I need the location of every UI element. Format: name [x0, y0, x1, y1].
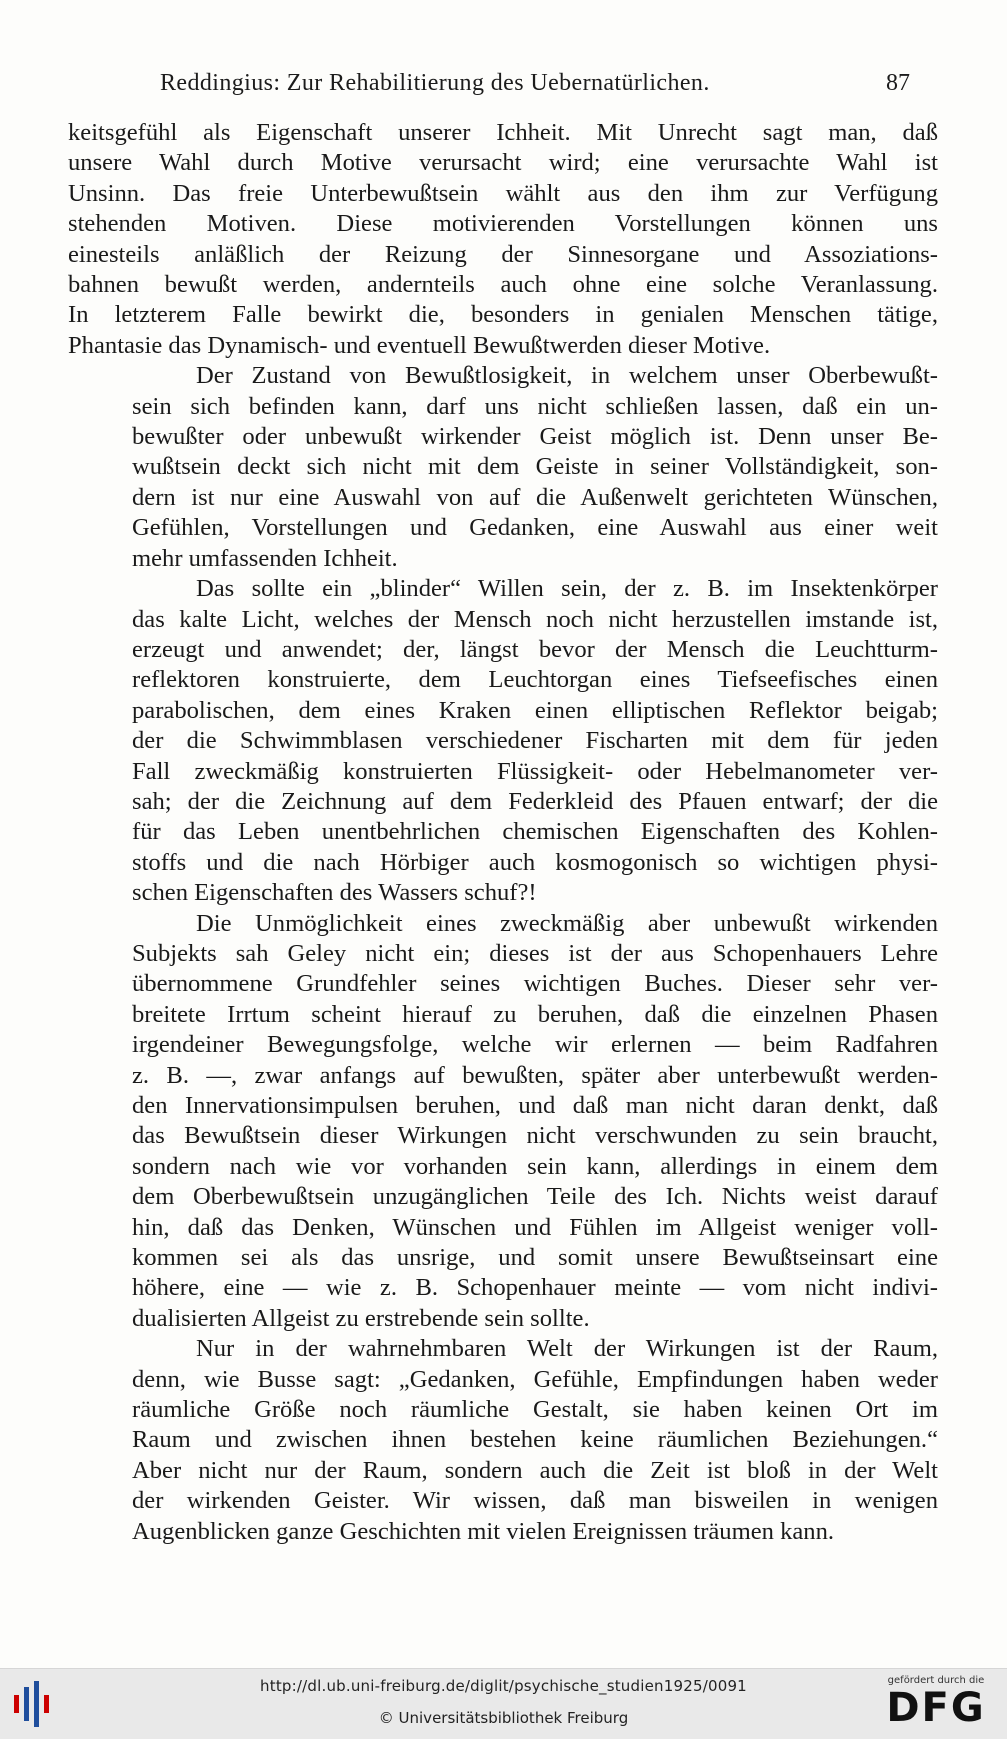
text-line: parabolischen, dem eines Kraken einen elliptischen Reflektor beigab;	[132, 696, 938, 724]
dfg-tagline: gefördert durch die	[887, 1675, 985, 1686]
text-line: sein sich befinden kann, darf uns nicht schließen lassen, daß ein un-	[132, 392, 938, 420]
running-header	[160, 70, 910, 106]
copyright-notice: © Universitätsbibliothek Freiburg	[378, 1709, 629, 1727]
text-line: höhere, eine — wie z. B. Schopenhauer meinte — vom nicht indivi-	[132, 1274, 938, 1302]
text-line: hin, daß das Denken, Wünschen und Fühlen im Allgeist weniger voll-	[132, 1213, 938, 1241]
text-line: Phantasie das Dynamisch- und eventuell Bewußtwerden dieser Motive.	[68, 331, 771, 359]
text-line: unsere Wahl durch Motive verursacht wird; eine verursachte Wahl ist	[68, 149, 938, 177]
text-line: der wirkenden Geister. Wir wissen, daß man bisweilen in wenigen	[132, 1487, 938, 1515]
dfg-logo	[877, 1675, 995, 1735]
text-line: Das sollte ein „blinder“ Willen sein, der z. B. im Insektenkörper	[196, 575, 938, 603]
text-line: keitsgefühl als Eigenschaft unserer Ichheit. Mit Unrecht sagt man, daß	[68, 119, 938, 146]
text-line: kommen sei als das unsrige, und somit unsere Bewußtseinsart eine	[132, 1244, 938, 1272]
text-line: wußtsein deckt sich nicht mit dem Geiste in seiner Vollständigkeit, son-	[132, 453, 938, 481]
text-line: den Innervationsimpulsen beruhen, und daß man nicht daran denkt, daß	[132, 1092, 938, 1119]
text-line: dern ist nur eine Auswahl von auf die Außenwelt gerichteten Wünschen,	[132, 483, 938, 511]
text-line: Subjekts sah Geley nicht ein; dieses ist der aus Schopenhauers Lehre	[132, 939, 938, 967]
text-line: übernommene Grundfehler seines wichtigen Buches. Dieser sehr ver-	[132, 970, 938, 998]
text-line: Fall zweckmäßig konstruierten Flüssigkeit- oder Hebelmanometer ver-	[132, 757, 938, 785]
text-line: schen Eigenschaften des Wassers schuf?!	[132, 879, 537, 907]
paragraph	[68, 1334, 938, 1547]
running-header-title: Reddingius: Zur Rehabilitierung des Uebernatürlichen.	[160, 70, 710, 96]
text-line: stoffs und die nach Hörbiger auch kosmogonisch so wichtigen physi-	[132, 848, 938, 876]
text-line: breitete Irrtum scheint hierauf zu beruhen, daß die einzelnen Phasen	[132, 1000, 938, 1028]
paragraph	[68, 118, 938, 361]
text-line: bewußter oder unbewußt wirkender Geist möglich ist. Denn unser Be-	[132, 423, 938, 451]
text-line: Gefühlen, Vorstellungen und Gedanken, eine Auswahl aus einer weit	[132, 514, 938, 542]
text-line: bahnen bewußt werden, andernteils auch ohne eine solche Veranlassung.	[68, 271, 938, 299]
text-line: räumliche Größe noch räumliche Gestalt, sie haben keinen Ort im	[132, 1396, 938, 1424]
paragraph	[68, 909, 938, 1335]
page-number: 87	[886, 70, 910, 96]
text-line: das kalte Licht, welches der Mensch noch nicht herzustellen imstande ist,	[132, 605, 938, 633]
text-line: der die Schwimmblasen verschiedener Fischarten mit dem für jeden	[132, 727, 938, 755]
text-line: einesteils anläßlich der Reizung der Sinnesorgane und Assoziations-	[68, 240, 938, 268]
text-line: Nur in der wahrnehmbaren Welt der Wirkungen ist der Raum,	[196, 1335, 938, 1363]
text-line: mehr umfassenden Ichheit.	[132, 544, 398, 572]
text-line: Die Unmöglichkeit eines zweckmäßig aber unbewußt wirkenden	[196, 909, 938, 937]
text-line: erzeugt und anwendet; der, längst bevor der Mensch die Leuchtturm-	[132, 635, 938, 663]
text-line: für das Leben unentbehrlichen chemischen Eigenschaften des Kohlen-	[132, 818, 938, 846]
text-line: das Bewußtsein dieser Wirkungen nicht verschwunden zu sein braucht,	[132, 1122, 938, 1150]
text-line: sondern nach wie vor vorhanden sein kann, allerdings in einem dem	[132, 1152, 938, 1180]
paragraph	[68, 361, 938, 574]
text-line: Der Zustand von Bewußtlosigkeit, in welchem unser Oberbewußt-	[196, 362, 938, 390]
text-line: dem Oberbewußtsein unzugänglichen Teile des Ich. Nichts weist darauf	[132, 1183, 938, 1211]
dfg-mark: DFG	[886, 1685, 986, 1731]
text-line: Augenblicken ganze Geschichten mit vielen Ereignissen träumen kann.	[132, 1517, 835, 1545]
text-line: denn, wie Busse sagt: „Gedanken, Gefühle, Empfindungen haben weder	[132, 1365, 938, 1393]
paragraph	[68, 574, 938, 908]
viewer-footer	[0, 1668, 1007, 1739]
text-line: dualisierten Allgeist zu erstrebende sein sollte.	[132, 1304, 590, 1332]
text-line: irgendeiner Bewegungsfolge, welche wir erlernen — beim Radfahren	[132, 1031, 938, 1059]
permalink-url[interactable]: http://dl.ub.uni-freiburg.de/diglit/psychische_studien1925/0091	[260, 1677, 747, 1695]
text-line: In letzterem Falle bewirkt die, besonders in genialen Menschen tätige,	[68, 301, 938, 329]
text-line: stehenden Motiven. Diese motivierenden Vorstellungen können uns	[68, 210, 938, 238]
body-text	[68, 118, 938, 1547]
text-line: Raum und zwischen ihnen bestehen keine räumlichen Beziehungen.“	[132, 1426, 938, 1454]
text-line: Unsinn. Das freie Unterbewußtsein wählt aus den ihm zur Verfügung	[68, 179, 938, 207]
text-line: reflektoren konstruierte, dem Leuchtorgan eines Tiefseefisches einen	[132, 666, 938, 694]
text-line: sah; der die Zeichnung auf dem Federkleid des Pfauen entwarf; der die	[132, 787, 938, 815]
text-line: Aber nicht nur der Raum, sondern auch die Zeit ist bloß in der Welt	[132, 1456, 938, 1484]
text-line: z. B. —, zwar anfangs auf bewußten, später aber unterbewußt werden-	[132, 1061, 938, 1089]
